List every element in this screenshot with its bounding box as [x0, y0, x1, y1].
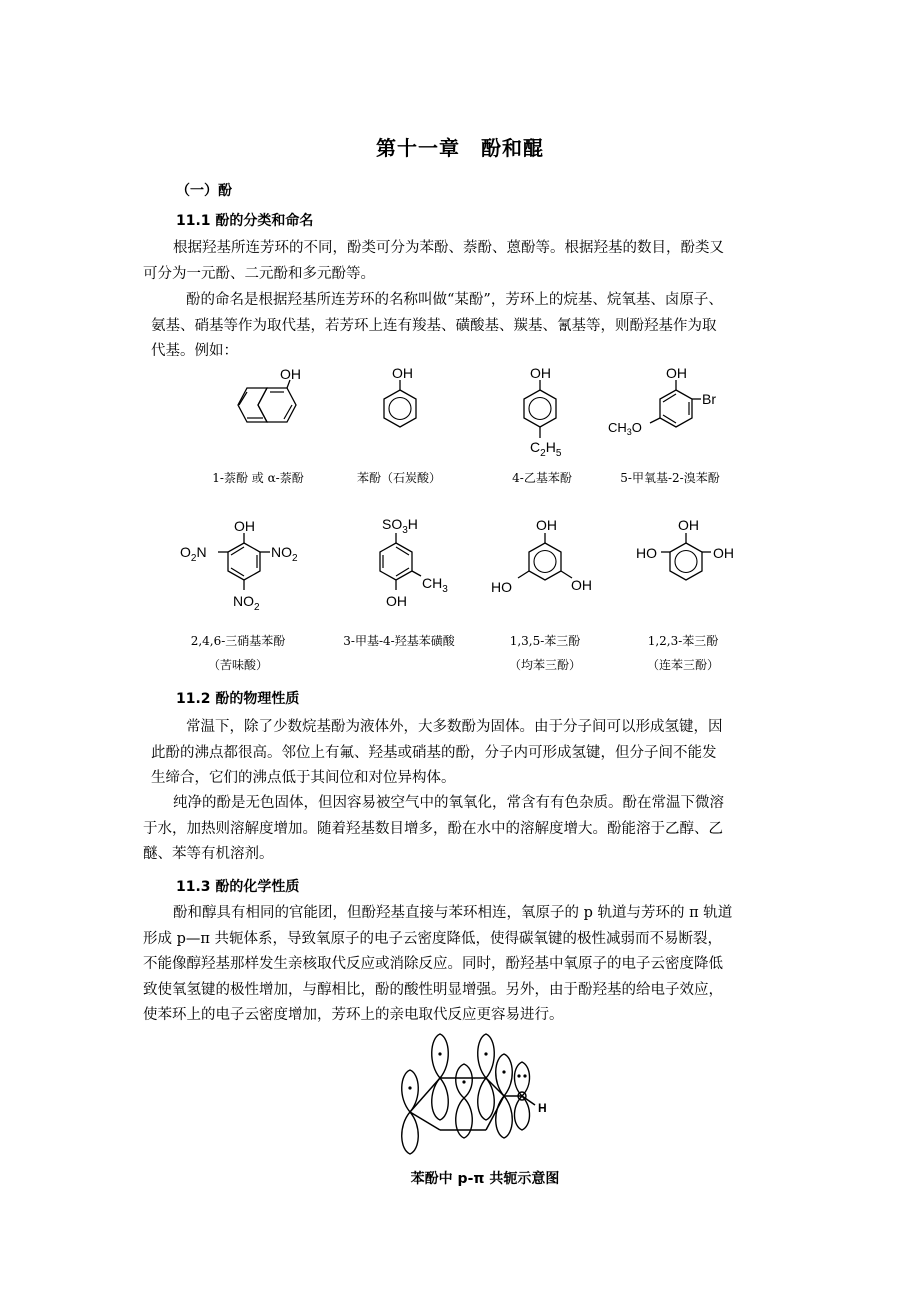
phenol-svg [370, 362, 430, 442]
section-heading-11-3: 11.3 酚的化学性质 [176, 879, 300, 895]
methoxy-bond [650, 418, 660, 423]
text-line: 形成 p—π 共轭体系，导致氧原子的电子云密度降低，使得碳氧键的极性减弱而不易断裂， [143, 930, 723, 947]
text-line: 根据羟基所连芳环的不同，酚类可分为苯酚、萘酚、蒽酚等。根据羟基的数目，酚类又 [173, 240, 724, 256]
structure-picric-acid [178, 508, 308, 622]
oh-top: OH [536, 517, 557, 533]
compound-label: 4-乙基苯酚 [512, 471, 572, 485]
paragraph-physical-1 [151, 715, 723, 792]
structure-4-ethylphenol [510, 362, 580, 466]
pyrogallol-svg [628, 508, 748, 608]
double-bond [239, 392, 247, 405]
structure-1-naphthol [226, 362, 316, 446]
no2-group-right: $NO_2$ [271, 544, 298, 564]
text-line: 代基。例如： [151, 343, 238, 359]
double-bond [663, 415, 676, 423]
text-line: 致使氧氢键的极性增加，与醇相比，酚的酸性明显增强。另外，由于酚羟基的给电子效应， [143, 981, 723, 998]
ring [660, 390, 692, 427]
compound-label: 1-萘酚 或 α-萘酚 [212, 471, 304, 485]
hydrogen-label: H [538, 1101, 547, 1115]
phloroglucinol-svg [488, 508, 598, 608]
double-bond [396, 568, 409, 576]
ch3-group: $CH_3$ [422, 575, 448, 595]
section-heading-11-1: 11.1 酚的分类和命名 [176, 213, 314, 229]
compound-label: 1,3,5-苯三酚 [509, 634, 581, 648]
aromatic-circle [534, 551, 556, 573]
so3h-group: $SO_3H$ [382, 516, 418, 536]
oh-group: OH [392, 365, 413, 381]
double-bond [663, 394, 676, 402]
compound-label: 2,4,6-三硝基苯酚 [190, 634, 286, 648]
text-line: 可分为一元酚、二元酚和多元酚等。 [143, 265, 375, 282]
double-bond [284, 405, 292, 419]
ethyl-group: $C_2H_5$ [530, 439, 562, 459]
ring [228, 543, 260, 580]
no2-group-bottom: $NO_2$ [233, 593, 260, 613]
chapter-title: 第十一章 酚和醌 [376, 136, 544, 160]
compound-label-common: （连苯三酚） [646, 658, 719, 672]
compound-label-common: （苦味酸） [207, 658, 268, 672]
double-bond [396, 547, 409, 555]
structure-methyl-hydroxybenzenesulfonic-acid [362, 508, 472, 622]
text-line: 氨基、硝基等作为取代基，若芳环上连有羧基、磺酸基、羰基、氰基等，则酚羟基作为取 [151, 317, 717, 334]
structure-5-methoxy-2-bromophenol [606, 362, 726, 446]
oh-group: OH [386, 593, 407, 609]
ring-b [238, 388, 267, 422]
oh-group: OH [530, 365, 551, 381]
methoxy-group: $CH_3O$ [608, 420, 642, 437]
aromatic-circle [389, 398, 411, 420]
text-line: 于水，加热则溶解度增加。随着羟基数目增多，酚在水中的溶解度增大。酚能溶于乙醇、乙 [143, 820, 723, 837]
text-line: 醚、苯等有机溶剂。 [143, 846, 274, 862]
ethylphenol-svg [510, 362, 580, 462]
sulfonic-acid-svg [362, 508, 472, 618]
text-line: 常温下，除了少数烷基酚为液体外，大多数酚为固体。由于分子间可以形成氢键，因 [186, 719, 723, 735]
double-bond [231, 547, 244, 555]
text-line: 酚和醇具有相同的官能团，但酚羟基直接与苯环相连，氧原子的 p 轨道与芳环的 π 轨道 [173, 905, 733, 921]
oh-left: HO [636, 545, 657, 561]
double-bond [231, 568, 244, 576]
oh-bond [518, 571, 529, 578]
picric-acid-svg [178, 508, 308, 618]
text-line: 生缔合，它们的沸点低于其间位和对位异构体。 [151, 770, 456, 786]
p-orbitals [402, 1034, 530, 1154]
ch3-bond [412, 571, 421, 576]
compound-label: 5-甲氧基-2-溴苯酚 [620, 471, 720, 485]
compound-label: 3-甲基-4-羟基苯磺酸 [343, 634, 455, 648]
oh-group: OH [666, 365, 687, 381]
compound-label: 1,2,3-苯三酚 [647, 634, 719, 648]
compound-label: 苯酚（石炭酸） [356, 471, 441, 485]
br-group: Br [702, 391, 716, 407]
methoxybromophenol-svg [606, 362, 726, 442]
aromatic-circle [529, 398, 551, 420]
paragraph-naming [151, 288, 723, 365]
paragraph-chemical [143, 901, 733, 1029]
paragraph-classification [143, 236, 724, 287]
structure-phloroglucinol [488, 508, 598, 612]
oh-top: OH [678, 517, 699, 533]
oh-group: OH [234, 518, 255, 534]
structure-pyrogallol [628, 508, 748, 612]
text-line: 不能像醇羟基那样发生亲核取代反应或消除反应。同时，酚羟基中氧原子的电子云密度降低 [143, 956, 723, 972]
compound-label-common: （均苯三酚） [508, 658, 581, 672]
text-line: 使苯环上的电子云密度增加，芳环上的亲电取代反应更容易进行。 [143, 1007, 564, 1023]
part-heading: （一）酚 [176, 183, 232, 199]
orbital-svg [392, 1030, 572, 1160]
text-line: 此酚的沸点都很高。邻位上有氟、羟基或硝基的酚，分子内可形成氢键，但分子间不能发 [151, 744, 717, 761]
naphthol-svg [226, 362, 316, 442]
paragraph-physical-2 [143, 791, 724, 868]
oh-right: OH [713, 545, 734, 561]
text-line: 酚的命名是根据羟基所连芳环的名称叫做“某酚”，芳环上的烷基、烷氧基、卤原子、 [186, 292, 723, 308]
oh-right: OH [571, 577, 592, 593]
figure-caption: 苯酚中 p-π 共轭示意图 [410, 1171, 560, 1187]
ring [380, 543, 412, 580]
no2-group-left: $O_2N$ [180, 544, 207, 564]
aromatic-circle [675, 551, 697, 573]
text-line: 纯净的酚是无色固体，但因容易被空气中的氧氧化，常含有有色杂质。酚在常温下微溶 [173, 795, 724, 811]
conjugation-diagram [392, 1030, 572, 1164]
structure-phenol [370, 362, 430, 446]
oh-left: HO [491, 579, 512, 595]
oh-group: OH [280, 366, 301, 382]
section-heading-11-2: 11.2 酚的物理性质 [176, 691, 300, 707]
